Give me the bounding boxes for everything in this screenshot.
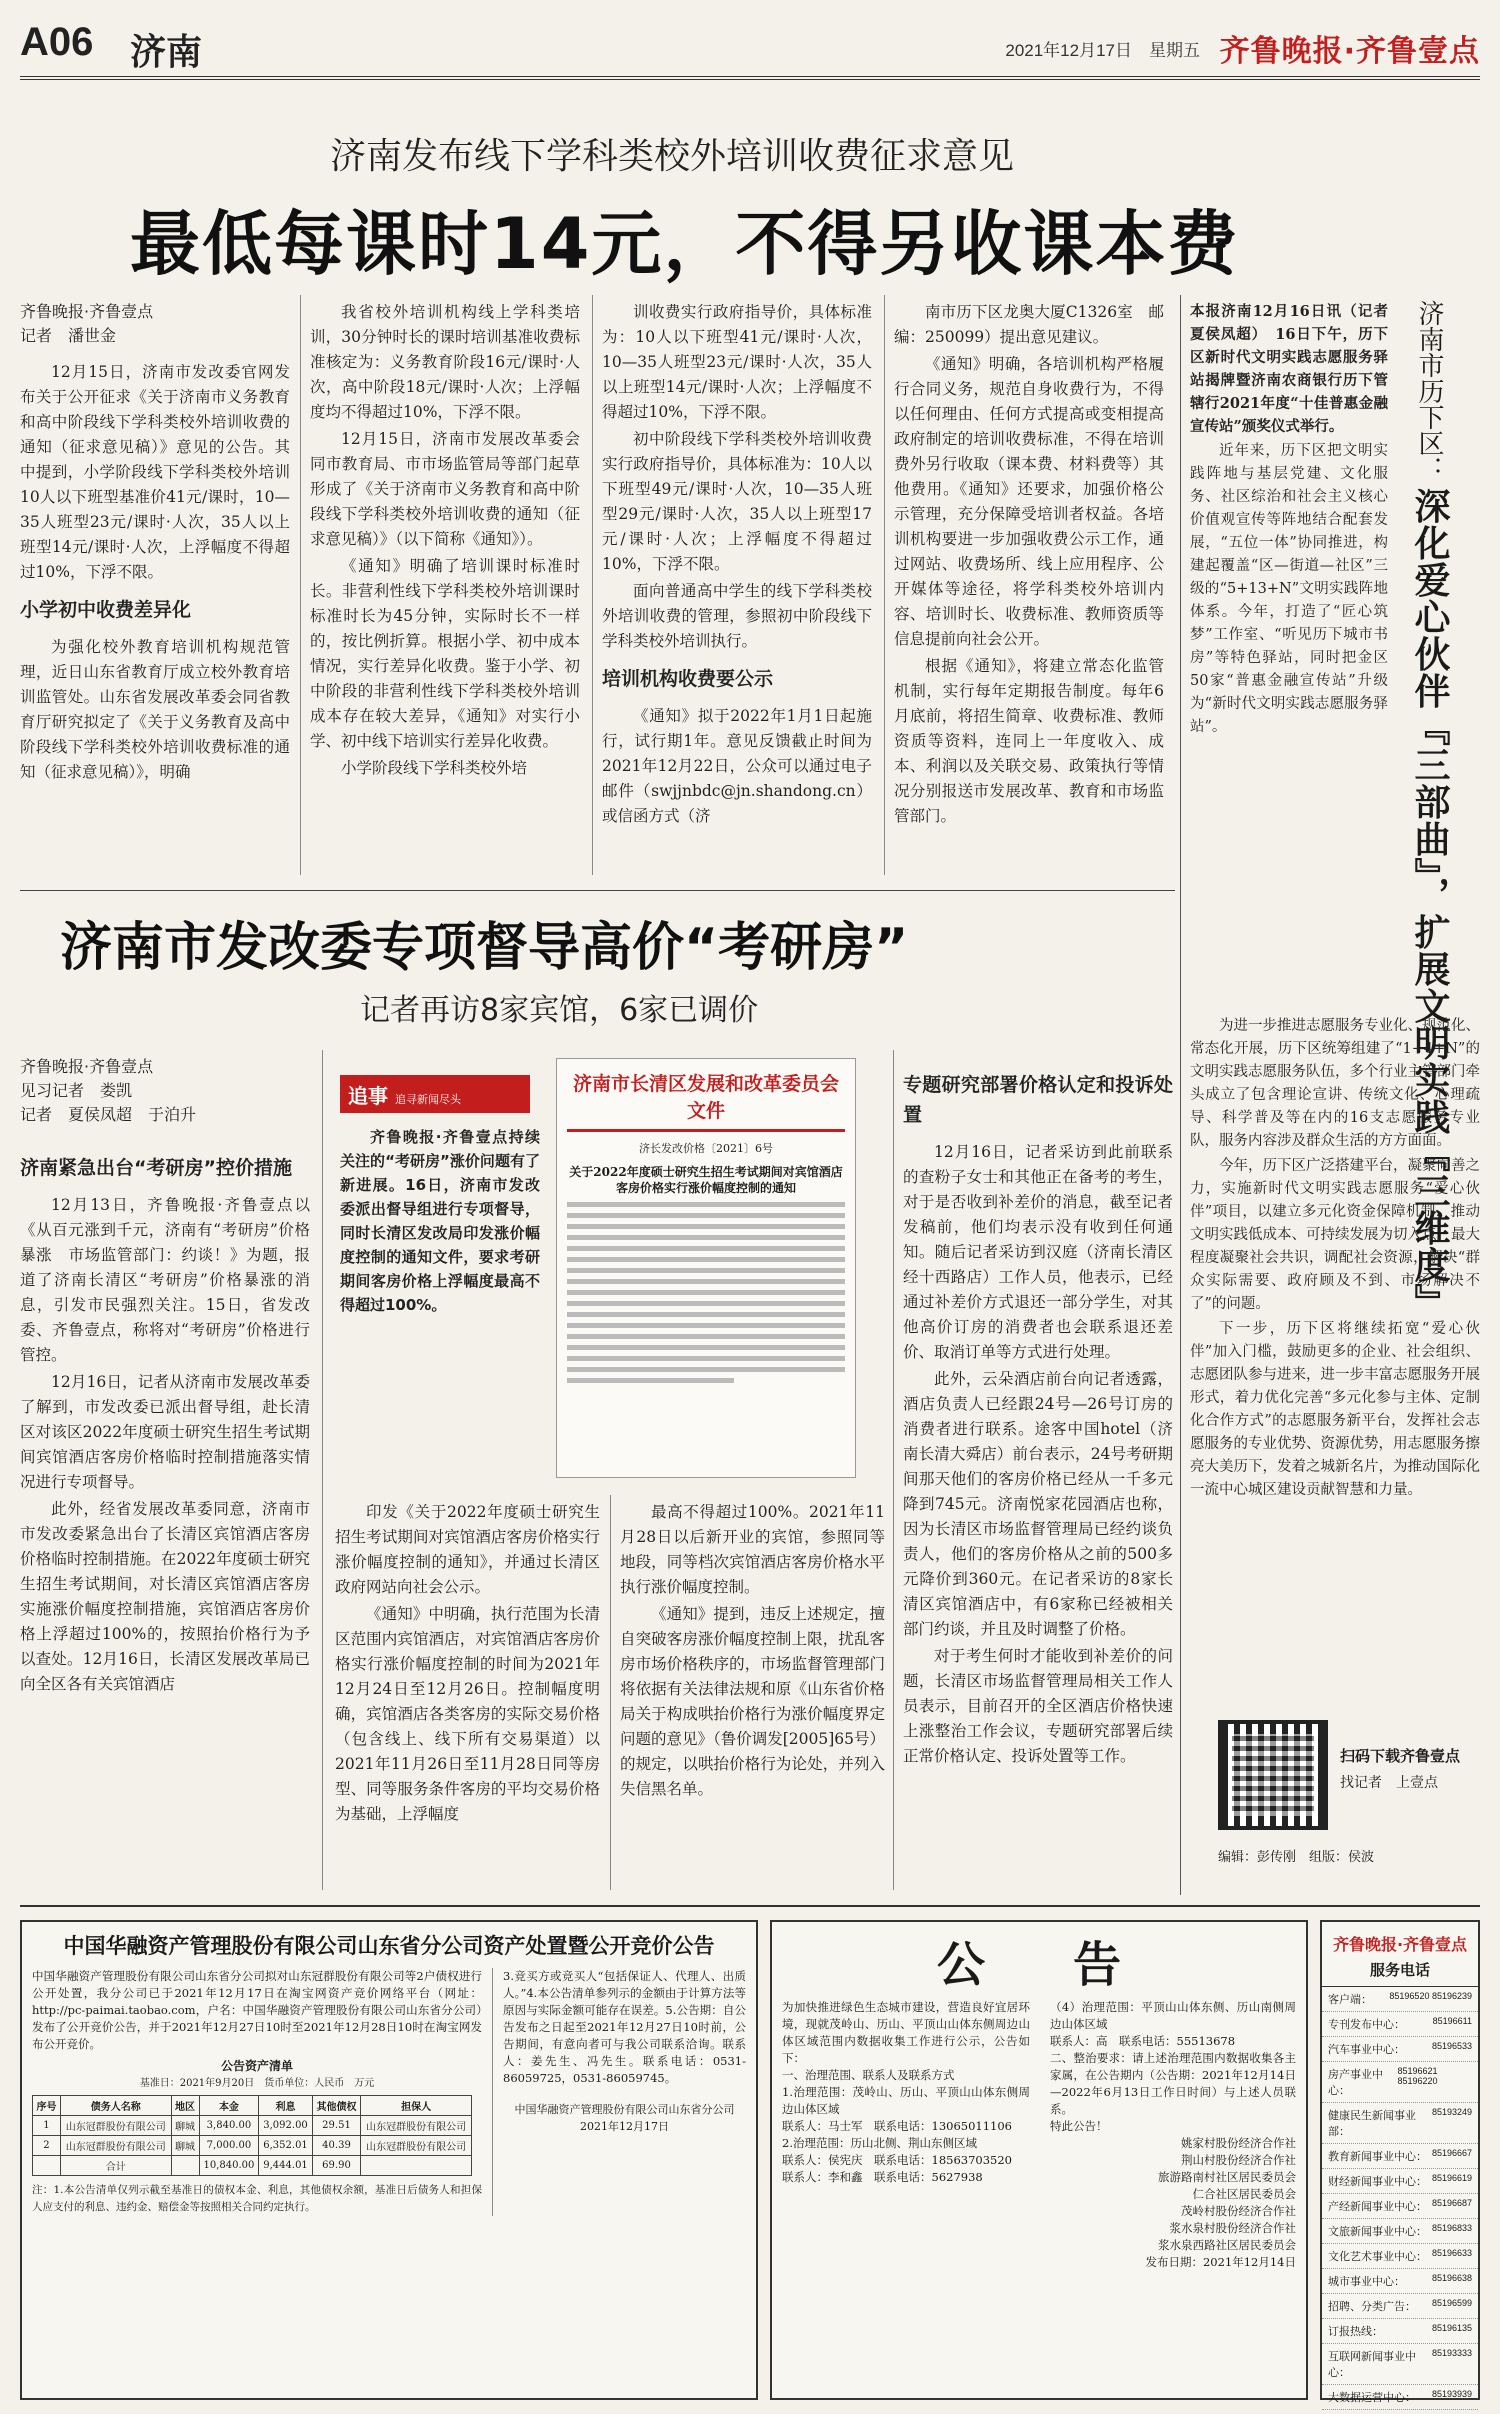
story1-kicker: 济南发布线下学科类校外培训收费征求意见 xyxy=(330,136,1015,177)
qr-caption: 扫码下载齐鲁壹点 xyxy=(1340,1747,1461,1765)
table-row: 2 山东冠群股份有限公司 聊城 7,000.00 6,352.01 40.39 山东冠群股份有限公司 xyxy=(33,2136,472,2156)
story2-subhead-a: 济南紧急出台“考研房”控价措施 xyxy=(20,1157,292,1179)
story1-subhead-2: 培训机构收费要公示 xyxy=(602,668,774,690)
story2-col1: 齐鲁晚报·齐鲁壹点 见习记者 娄凯 记者 夏侯凤超 于泊升 济南紧急出台“考研房”控价措施 12月13日，齐鲁晚报·齐鲁壹点以《从百元涨到千元，济南有“考研房”价格暴涨 市场监管部门：约谈！》为题，报道了济南长清区“考研房”价格暴涨的消息，引发市民强烈关注。15日，省发改委、齐鲁壹点，称将对“考研房”价格进行管控。 12月16日，记者从济南市发展改革委了解到，市发改委已派出督导组，赴长清区对该区2022年度硕士研究生招生考试期间宾馆酒店客房价格临时控制措施落实情况进行专项督导。 此外，经省发展改革委同意，济南市市发改委紧急出台了长清区宾馆酒店客房价格临时控制措施。在2022年度硕士研究生招生考试期间，对长清区宾馆酒店客房实施涨价幅度控制措施，宾馆酒店客房价格上浮超过100%的，按照抬价格行为予以查处。12月16日，长清区发展改革局已向全区各有关宾馆酒店 xyxy=(20,1057,310,1693)
service-phone-row: 房产事业中心： 85196621 85196220 xyxy=(1322,2062,1478,2103)
issue-date: 2021年12月17日 星期五 xyxy=(1005,41,1200,60)
divider xyxy=(610,1495,611,1890)
qr-code[interactable] xyxy=(1218,1720,1328,1830)
story2-subhead-b: 专题研究部署价格认定和投诉处置 xyxy=(903,1074,1173,1126)
story1-byline: 齐鲁晚报·齐鲁壹点 记者 潘世金 xyxy=(20,302,154,345)
story2-headline: 济南市发改委专项督导高价“考研房” xyxy=(60,918,909,978)
asset-table: 序号 债务人名称 地区 本金 利息 其他债权 担保人 1 山东冠群股份有限公司 聊城 3,840.00 3,092.00 29.51 山东冠群股份有限公司 2 山东冠群股份有限公司 聊城 7,000.00 6,352.01 40.39 山东冠群股份有限公司 合计 10,840.00 9,444.01 69.90 xyxy=(32,2095,472,2176)
side-story-text-2: 为进一步推进志愿服务专业化、规范化、常态化开展，历下区统筹组建了“1+4+N”的文明实践志愿服务队伍，多个行业主管部门牵头成立了包含理论宣讲、传统文化、心理疏导、科学普及等在内的16支志愿服务专业队，服务内容涉及群众生活的方方面面。 今年，历下区广泛搭建平台，凝聚向善之力，实施新时代文明实践志愿服务“爱心伙伴”项目，以建立多元化资金保障机制，推动文明实践低成本、可持续发展为切入点，最大程度凝聚社会共识，调配社会资源，解决“群众实际需要、政府顾及不到、市场解决不了”的问题。 下一步，历下区将继续拓宽“爱心伙伴”加入门槛，鼓励更多的企业、社会组织、志愿团队参与进来，进一步丰富志愿服务开展形式，着力优化完善“多元化参与主体、定制化合作方式”的志愿服务新平台，发挥社会志愿服务的专业优势、资源优势，用志愿服务擦亮大美历下，发着之城新名片，为推动国际化一流中心城区建设贡献智慧和力量。 xyxy=(1190,1018,1480,1498)
editor-credit: 编辑：彭传刚 组版：侯波 xyxy=(1218,1850,1375,1865)
ad-asset-disposal: 中国华融资产管理股份有限公司山东省分公司资产处置暨公开竞价公告 中国华融资产管理股份有限公司山东省分公司拟对山东冠群股份有限公司等2户债权进行公开处置，我分公司已于2021年12月17日在淘宝网资产竞价网络平台（网址：http://pc-paimai.taobao.com，户名：中国华融资产管理股份有限公司山东省分公司）发布了公开竞价公告，并于2021年12月27日10时至2021年12月28日10时在淘宝网发布公开竞价。 公告资产清单 基准日：2021年9月20日 货币单位：人民币 万元 序号 债务人名称 地区 本金 利息 其他债权 担保人 1 山东冠群股份有限公司 聊城 3,840.00 3,092.00 29.51 山东冠群股份有限公司 2 山东冠群股份有限公司 聊城 7,000.00 6,352.01 40.39 山东冠群股份有限公司 合计 10,840.00 9,444.01 69.90 注：1.本公告清单仅列示截至基准日的债权本金、利息，其他债权余额，基准日后债务人和担保人应支付的利息、违约金、赔偿金等按照相关合同约定执行。 3.竞买方或竞买人“包括保证人、代理人、出质人。”4.本公告清单参列示的金额由于计算方法等原因与实际金额可能存在误差。5.公告期：自公告发布之日起至2021年12月27日10时前，公告期间，有意向者可与我公司联系洽询。联系人：姜先生、冯先生。联系电话：0531-86059725，0531-86059745。 中国华融资产管理股份有限公司山东省分公司 2021年12月17日 xyxy=(20,1920,758,2400)
qr-subcaption: 找记者 上壹点 xyxy=(1340,1775,1438,1791)
story2-col4: 专题研究部署价格认定和投诉处置 12月16日，记者采访到此前联系的查粉子女士和其他正在备考的考生，对于是否收到补差价的消息，截至记者发稿前，他们均表示没有收到任何通知。随后记者采访到汉庭（济南长清区经十西路店）工作人员，他表示，已经通过补差价方式退还一部分学生，对其他高价订房的消费者也会联系退还差价、取消订单等方式进行处理。 此外，云朵酒店前台向记者透露，酒店负责人已经跟24号—26号订房的消费者进行联系。途客中国hotel（济南长清大舜店）前台表示，24号考研期间那天他们的客房价格已经从一千多元降到745元。济南悦家花园酒店也称，因为长清区市场监督管理局已经约谈负责人，他们的客房价格从之前的500多元降价到360元。在记者采访的8家长清区宾馆酒店中，有6家称已经被相关部门约谈，并且及时调整了价格。 对于考生何时才能收到补差价的问题，长清区市场监督管理局相关工作人员表示，目前召开的全区酒店价格快速上涨整治工作会议，专题研究部署后续正常价格认定、投诉处置等工作。 xyxy=(903,1060,1173,1771)
service-phone-row: 招聘、分类广告： 85196599 xyxy=(1322,2294,1478,2319)
service-phone-row: 产经新闻事业中心： 85196687 xyxy=(1322,2194,1478,2219)
section-name: 济南 xyxy=(130,32,203,73)
divider xyxy=(893,1050,894,1890)
service-phone-row: 文化艺术事业中心： 85196633 xyxy=(1322,2244,1478,2269)
divider xyxy=(592,295,593,875)
side-story-title: 济南市历下区： 深化爱心伙伴『三部曲』，扩展文明实践『三维度』 xyxy=(1409,300,1450,1321)
ads-separator xyxy=(20,1905,1480,1907)
divider xyxy=(322,1050,323,1890)
service-phone-row: 大数据运营中心： 85193939 xyxy=(1322,2385,1478,2410)
story2-byline: 齐鲁晚报·齐鲁壹点 见习记者 娄凯 记者 夏侯凤超 于泊升 xyxy=(20,1057,197,1124)
story1-headline: 最低每课时14元，不得另收课本费 xyxy=(130,203,1240,285)
page-number: A06 xyxy=(20,20,94,64)
table-row: 1 山东冠群股份有限公司 聊城 3,840.00 3,092.00 29.51 山东冠群股份有限公司 xyxy=(33,2116,472,2136)
story2-subheadline: 记者再访8家宾馆，6家已调价 xyxy=(360,993,759,1028)
ad-service-phones: 齐鲁晚报·齐鲁壹点 服务电话 客户端： 85196520 85196239 专刊发布中心： 85196611 汽车事业中心： 85196533 房产事业中心： 85196621 85196220 健康民生新闻事业部： 85193249 教育新闻事业中心： 85196667 财经新闻事业中心： 85196619 产经新闻事业中心： 85196687 文旅新闻事业中心： 85196833 文化艺术事业中心： 85196633 城市事业中心： 85196638 招聘、分类广告： 85196599 订报热线： 85196135 互联网新闻事业中心： 85193333 大数据运营中心： 85193939 xyxy=(1320,1920,1480,2400)
service-phone-list xyxy=(1322,1987,1478,2410)
story1-col4: 南市历下区龙奥大厦C1326室 邮编：250099）提出意见建议。 《通知》明确，各培训机构严格履行合同义务，规范自身收费行为，不得以任何理由、任何方式提高或变相提高政府制定的培训收费标准，不得在培训费外另行收取（课本费、材料费等）其他费用。《通知》还要求，加强价格公示管理，充分保障受培训者权益。各培训机构要进一步加强收费公示工作，通过网站、收费场所、线上应用程序、公开媒体等途径，将学科类校外培训内容、培训时长、收费标准、教师资质等信息提前向社会公开。 根据《通知》，将建立常态化监管机制，实行每年定期报告制度。每年6月底前，将招生简章、收费标准、教师资质等资料，连同上一年度收入、成本、利润以及关联交易、政策执行等情况分别报送市发展改革、教育和市场监管部门。 xyxy=(894,303,1164,825)
service-phone-row: 文旅新闻事业中心： 85196833 xyxy=(1322,2219,1478,2244)
service-phone-row: 教育新闻事业中心： 85196667 xyxy=(1322,2144,1478,2169)
service-phone-row: 客户端： 85196520 85196239 xyxy=(1322,1987,1478,2012)
service-phone-row: 城市事业中心： 85196638 xyxy=(1322,2269,1478,2294)
service-phone-row: 订报热线： 85196135 xyxy=(1322,2319,1478,2344)
divider xyxy=(884,295,885,875)
divider xyxy=(300,295,301,875)
service-phone-row: 健康民生新闻事业部： 85193249 xyxy=(1322,2103,1478,2144)
story1-col3: 训收费实行政府指导价，具体标准为：10人以下班型41元/课时·人次，10—35人班型23元/课时·人次，35人以上班型14元/课时·人次；上浮幅度不得超过10%，下浮不限。 初中阶段线下学科类校外培训收费实行政府指导价，具体标准为：10人以下班型49元/课时·人次，10—35人班型29元/课时·人次，35人以上班型17元/课时·人次；上浮幅度不得超过10%，下浮不限。 面向普通高中学生的线下学科类校外培训收费的管理，参照初中阶段线下学科类校外培训执行。 培训机构收费要公示 《通知》拟于2022年1月1日起施行，试行期1年。意见反馈截止时间为2021年12月22日，公众可以通过电子邮件（swjjnbdc@jn.shandong.cn）或信函方式（济 xyxy=(602,303,872,825)
side-divider xyxy=(1180,295,1181,1895)
brand-logo: 齐鲁晚报·齐鲁壹点 xyxy=(1219,34,1480,69)
service-phone-row: 汽车事业中心： 85196533 xyxy=(1322,2037,1478,2062)
story-separator xyxy=(20,890,1175,891)
service-phone-row: 互联网新闻事业中心： 85193333 xyxy=(1322,2344,1478,2385)
side-story-text: 本报济南12月16日讯（记者 夏侯凤超） 16日下午，历下区新时代文明实践志愿服务驿站揭牌暨济南农商银行历下管辖行2021年度“十佳普惠金融宣传站”颁奖仪式举行。 近年来，历下区把文明实践阵地与基层党建、文化服务、社区综治和社会主义核心价值观宣传等阵地结合配套发展，“五位一体”协同推进，构建起覆盖“区—街道—社区”三级的“5+13+N”文明实践阵地体系。今年，打造了“匠心筑梦”工作室、“听见历下城市书房”等特色驿站，同时把金区50家“普惠金融宣传站”升级为“新时代文明实践志愿服务驿站”。 xyxy=(1190,303,1403,735)
story1-col2: 我省校外培训机构线上学科类培训，30分钟时长的课时培训基准收费标准核定为：义务教育阶段16元/课时·人次，高中阶段18元/课时·人次；上浮幅度均不得超过10%，下浮不限。 12月15日，济南市发展改革委会同市教育局、市市场监管局等部门起草形成了《关于济南市义务教育和高中阶段线下学科类校外培训收费的通知（征求意见稿）》（以下简称《通知》）。 《通知》明确了培训课时标准时长。非营利性线下学科类校外培训课时标准时长为45分钟，实际时长不一样的，按比例折算。根据小学、初中成本情况，实行差异化收费。鉴于小学、初中阶段的非营利性线下学科类校外培训成本存在较大差异，《通知》对实行小学、初中线下培训实行差异化收费。 小学阶段线下学科类校外培 xyxy=(310,303,580,777)
document-photo: 济南市长清区发展和改革委员会文件 济长发改价格〔2021〕6号 关于2022年度硕士研究生招生考试期间对宾馆酒店客房价格实行涨价幅度控制的通知 xyxy=(556,1058,856,1478)
masthead xyxy=(20,14,1480,80)
story1-col1: 齐鲁晚报·齐鲁壹点 记者 潘世金 12月15日，济南市发改委官网发布关于公开征求《关于济南市义务教育和高中阶段线下学科类校外培训收费的通知（征求意见稿）》意见的公告。其中提到，小学阶段线下学科类校外培训10人以下班型基准价41元/课时，10—35人班型23元/课时·人次，35人以上班型14元/课时·人次，上浮幅度不得超过10%，下浮不限。 小学初中收费差异化 为强化校外教育培训机构规范管理，近日山东省教育厅成立校外教育培训监管处。山东省发展改革委会同省教育厅研究拟定了《关于义务教育及高中阶段线下学科类校外培训收费标准的通知（征求意见稿）》，明确 xyxy=(20,302,290,781)
chase-story-tag: 追事 追寻新闻尽头 xyxy=(340,1075,530,1113)
story2-col3: 最高不得超过100%。2021年11月28日以后新开业的宾馆，参照同等地段，同等档次宾馆酒店客房价格水平执行涨价幅度控制。 《通知》提到，违反上述规定，擅自突破客房涨价幅度控制上限，扰乱客房市场价格秩序的，市场监督管理部门将依据有关法律法规和原《山东省价格局关于构成哄抬价格行为涨价幅度界定问题的意见》（鲁价调发[2005]65号）的规定，以哄抬价格行为论处，并列入失信黑名单。 xyxy=(620,1503,886,1798)
story2-lead: 齐鲁晚报·齐鲁壹点持续关注的“考研房”涨价问题有了新进展。16日，济南市发改委派出督导组进行专项督导，同时长清区发改局印发涨价幅度控制的通知文件，要求考研期间客房价格上浮幅度最高不得超过100%。 xyxy=(340,1128,540,1314)
story1-subhead-1: 小学初中收费差异化 xyxy=(20,599,192,621)
table-row: 合计 10,840.00 9,444.01 69.90 xyxy=(33,2156,472,2176)
service-phone-row: 财经新闻事业中心： 85196619 xyxy=(1322,2169,1478,2194)
service-phone-row: 专刊发布中心： 85196611 xyxy=(1322,2012,1478,2037)
ad-public-notice: 公 告 为加快推进绿色生态城市建设，营造良好宜居环境，现就茂岭山、历山、平顶山山体东侧周边山体区域范围内数据收集工作进行公示，公告如下： 一、治理范围、联系人及联系方式 1.治理范围：茂岭山、历山、平顶山山体东侧周边山体区域 联系人：马士军 联系电话：13065011106 2.治理范围：历山北侧、荆山东侧区域 联系人：侯宪庆 联系电话：18563703520 联系人：李和鑫 联系电话：5627938 （4）治理范围：平顶山山体东侧、历山南侧周边山体区域 联系人：高 联系电话：55513678 二、整治要求：请上述治理范围内数据收集各主家属，在公告期内（公告期：2021年12月14日—2022年6月13日工作日时间）与上述人员联系。 特此公告！ 姚家村股份经济合作社 荆山村股份经济合作社 旅游路南村社区居民委员会 仁合社区居民委员会 茂岭村股份经济合作社 浆水泉村股份经济合作社 浆水泉西路社区居民委员会 发布日期：2021年12月14日 xyxy=(770,1920,1308,2400)
story2-col2: 印发《关于2022年度硕士研究生招生考试期间对宾馆酒店客房价格实行涨价幅度控制的通知》，并通过长清区政府网站向社会公示。 《通知》中明确，执行范围为长清区范围内宾馆酒店，对宾馆酒店客房价格实行涨价幅度控制的时间为2021年12月24日至12月26日。控制幅度明确，宾馆酒店各类客房的实际交易价格（包含线上、线下所有交易渠道）以2021年11月26日至11月28日同等房型、同等服务条件客房的平均交易价格为基础，上浮幅度 xyxy=(335,1503,600,1823)
